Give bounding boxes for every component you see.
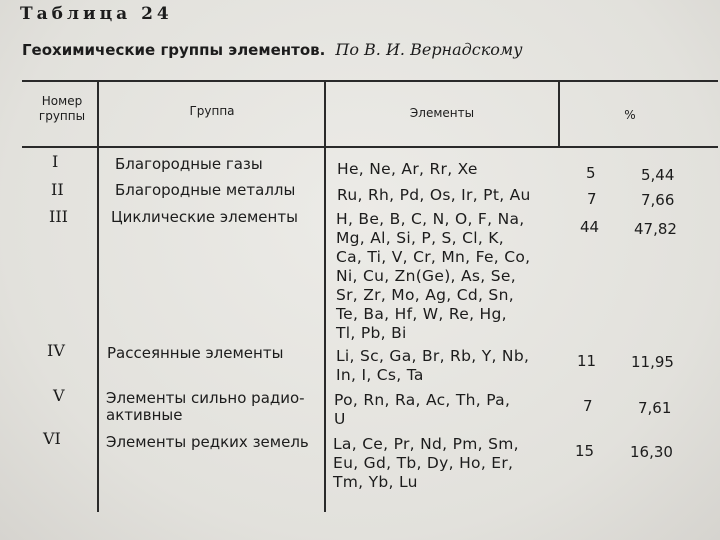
group-name: Благородные газы bbox=[115, 155, 263, 173]
group-name: Благородные металлы bbox=[115, 181, 296, 199]
caption-author: По В. И. Вернадскому bbox=[335, 40, 523, 59]
caption-text: Геохимические группы элементов. bbox=[22, 41, 326, 59]
table-number: Таблица 24 bbox=[20, 4, 173, 24]
group-elements: Li, Sc, Ga, Br, Rb, Y, Nb, In, I, Cs, Ta bbox=[336, 347, 530, 384]
column-divider bbox=[324, 82, 326, 512]
group-elements: He, Ne, Ar, Rr, Xe bbox=[337, 160, 478, 178]
group-number: I bbox=[52, 152, 59, 171]
header-elements: Элементы bbox=[409, 106, 475, 120]
group-percent: 7,61 bbox=[638, 399, 672, 417]
column-divider bbox=[97, 82, 99, 512]
top-rule bbox=[22, 80, 718, 82]
element-count: 11 bbox=[577, 352, 597, 370]
group-number: IV bbox=[47, 341, 65, 360]
group-number: III bbox=[49, 207, 68, 226]
group-elements: Po, Rn, Ra, Ac, Th, Pa, U bbox=[334, 391, 511, 428]
header-percent: % bbox=[624, 108, 636, 122]
group-percent: 16,30 bbox=[630, 443, 673, 461]
element-count: 7 bbox=[583, 397, 593, 415]
group-elements: Ru, Rh, Pd, Os, Ir, Pt, Au bbox=[337, 186, 531, 204]
group-percent: 5,44 bbox=[641, 166, 675, 184]
column-divider bbox=[558, 82, 560, 146]
header-rule bbox=[22, 146, 718, 148]
group-name: Рассеянные элементы bbox=[107, 344, 284, 362]
group-percent: 47,82 bbox=[634, 220, 677, 238]
element-count: 5 bbox=[586, 164, 596, 182]
group-percent: 11,95 bbox=[631, 353, 674, 371]
header-group: Группа bbox=[189, 104, 235, 118]
group-number: VI bbox=[43, 429, 61, 448]
group-name: Элементы редких земель bbox=[106, 433, 309, 451]
element-count: 7 bbox=[587, 190, 597, 208]
group-elements: H, Be, B, C, N, O, F, Na, Mg, Al, Si, P, S, Cl, K, Ca, Ti, V, Cr, Mn, Fe, Co, Ni, Cu, Zn(Ge), As, Se, Sr, Zr, Mo, Ag, Cd, Sn, Te, Ba, Hf, W, Re, Hg, Tl, Pb, Bi bbox=[336, 210, 531, 342]
table-caption bbox=[22, 40, 522, 59]
element-count: 15 bbox=[575, 442, 595, 460]
group-name: Элементы сильно радио- активные bbox=[106, 389, 305, 424]
group-number: V bbox=[53, 386, 65, 405]
element-count: 44 bbox=[580, 218, 600, 236]
group-number: II bbox=[51, 180, 64, 199]
group-name: Циклические элементы bbox=[111, 208, 298, 226]
group-percent: 7,66 bbox=[641, 191, 675, 209]
header-number: Номер группы bbox=[38, 94, 86, 123]
group-elements: La, Ce, Pr, Nd, Pm, Sm, Eu, Gd, Tb, Dy, Ho, Er, Tm, Yb, Lu bbox=[333, 435, 519, 491]
